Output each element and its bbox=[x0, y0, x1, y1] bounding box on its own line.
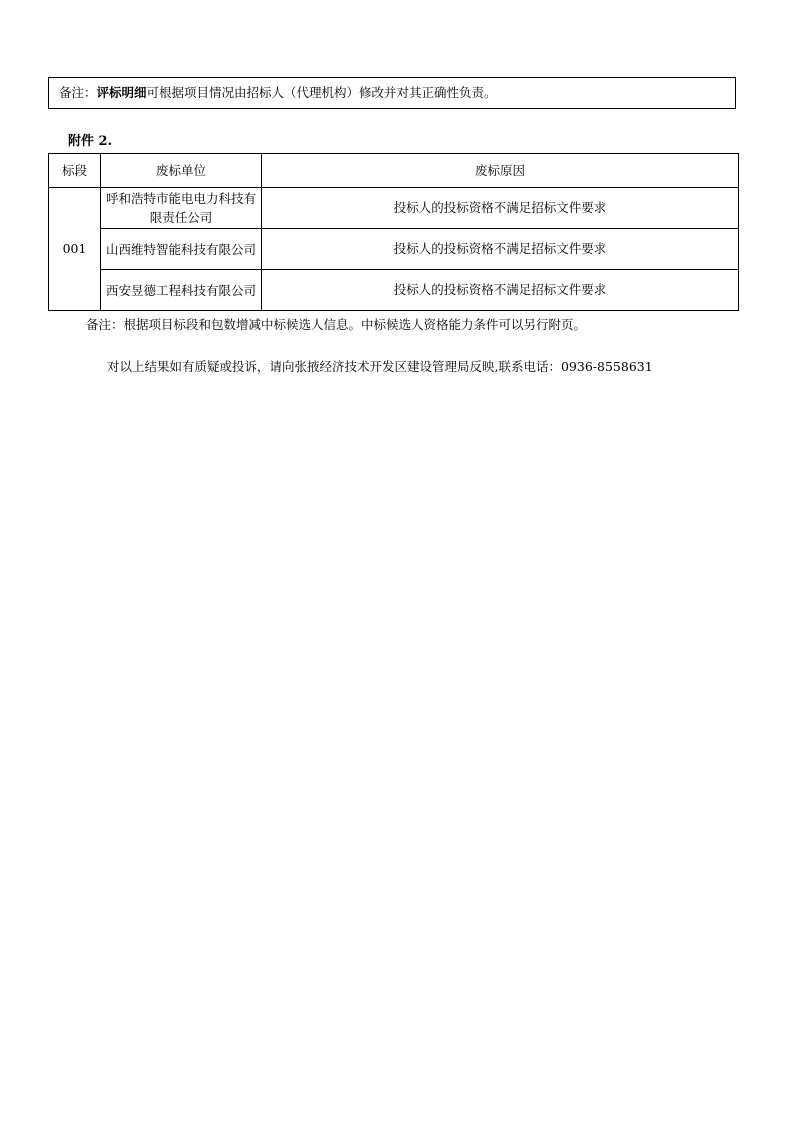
note-prefix: 备注： bbox=[59, 85, 97, 100]
unit-cell: 西安昱德工程科技有限公司 bbox=[101, 270, 262, 311]
contact-notice: 对以上结果如有质疑或投诉，请向张掖经济技术开发区建设管理局反映,联系电话：0936-8558631 bbox=[107, 359, 653, 374]
table-row bbox=[49, 188, 739, 229]
reason-cell: 投标人的投标资格不满足招标文件要求 bbox=[262, 270, 739, 311]
reason-cell: 投标人的投标资格不满足招标文件要求 bbox=[262, 188, 739, 229]
table-header-row bbox=[49, 154, 739, 188]
unit-cell: 呼和浩特市能电电力科技有限责任公司 bbox=[101, 188, 262, 229]
header-reason: 废标原因 bbox=[262, 154, 739, 188]
header-unit: 废标单位 bbox=[101, 154, 262, 188]
attachment-title: 附件 2. bbox=[68, 134, 113, 149]
table-remark: 备注：根据项目标段和包数增减中标候选人信息。中标候选人资格能力条件可以另行附页。 bbox=[86, 317, 587, 332]
note-box bbox=[48, 77, 736, 109]
rejected-bids-table bbox=[48, 153, 739, 311]
reason-cell: 投标人的投标资格不满足招标文件要求 bbox=[262, 229, 739, 270]
section-cell: 001 bbox=[49, 188, 101, 311]
note-bold-term: 评标明细 bbox=[96, 85, 147, 100]
table-row bbox=[49, 270, 739, 311]
note-rest: 可根据项目情况由招标人（代理机构）修改并对其正确性负责。 bbox=[146, 85, 497, 100]
table-row bbox=[49, 229, 739, 270]
unit-cell: 山西维特智能科技有限公司 bbox=[101, 229, 262, 270]
header-section: 标段 bbox=[49, 154, 101, 188]
